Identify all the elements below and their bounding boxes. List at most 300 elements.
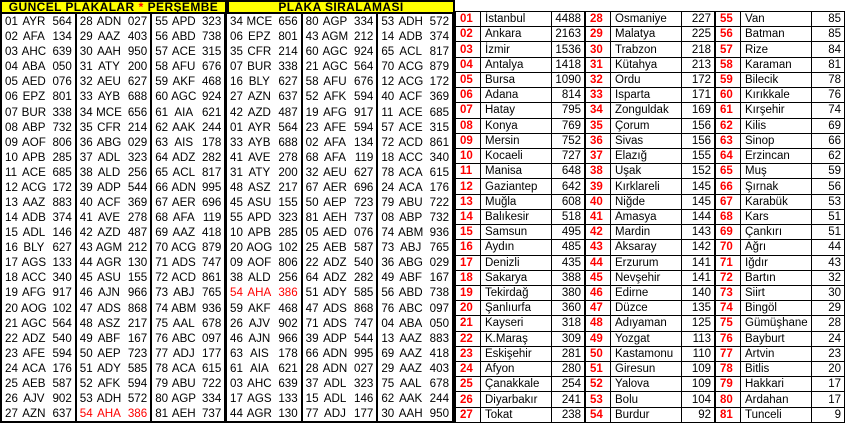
city-count: 81 [812,58,845,72]
city-name: Antalya [481,58,552,72]
plate-province-code: 44 [230,407,243,421]
plate-entry [77,104,150,119]
plate-province-code: 23 [305,120,319,134]
plate-number: 487 [278,105,298,119]
plate-entry [2,270,75,285]
plate-entry [378,391,452,406]
plate-number: 172 [429,75,450,89]
city-count: 642 [552,179,585,193]
city-row [455,347,585,362]
city-row [585,316,715,331]
plate-letters: ACL [172,165,196,179]
city-name: Muş [741,164,812,178]
plate-letters: ACG [171,241,197,255]
plate-province-code: 33 [79,90,93,104]
plate-letters: ACD [398,135,423,149]
city-name: Denizli [481,256,552,270]
plate-number: 369 [127,195,148,209]
plate-province-code: 58 [305,75,319,89]
plate-letters: ADY [97,361,121,375]
plate-number: 323 [278,211,298,225]
plate-entry [303,44,377,59]
city-row [455,362,585,377]
city-count: 435 [552,256,585,270]
plate-letters: ACF [399,90,423,104]
plate-province-code: 57 [381,120,395,134]
plate-number: 200 [127,60,148,74]
city-rank: 35 [585,119,611,133]
city-count: 254 [552,377,585,391]
plate-entry [378,361,452,376]
city-rank: 40 [585,195,611,209]
plate-province-code: 24 [5,361,18,375]
plate-number: 995 [201,180,222,194]
guncel-plakalar-header [0,0,227,14]
plate-letters: ADS [323,301,347,315]
city-rank: 42 [585,225,611,239]
plate-letters: ACA [398,165,423,179]
plate-letters: AGP [171,391,196,405]
plate-letters: ADZ [323,256,347,270]
plate-entry [303,14,377,29]
plate-province-code: 53 [381,15,395,29]
plate-column [378,14,455,421]
plate-province-code: 35 [79,120,93,134]
plate-letters: ADZ [172,150,196,164]
plate-entry [227,104,301,119]
city-row [585,240,715,255]
plate-number: 688 [278,135,298,149]
plate-province-code: 05 [5,75,18,89]
city-name: Eskişehir [481,347,552,361]
plate-province-code: 40 [381,90,395,104]
city-rank: 10 [455,149,481,163]
city-rank: 51 [585,362,611,376]
plate-number: 879 [201,241,222,255]
city-count: 309 [552,332,585,346]
plate-province-code: 75 [381,376,395,390]
plate-province-code: 20 [5,301,18,315]
plate-entry [77,300,150,315]
plate-entry [2,210,75,225]
city-count: 69 [812,119,845,133]
city-count: 769 [552,119,585,133]
city-name: Bitlis [741,362,812,376]
city-rank: 28 [585,12,611,26]
plate-number: 732 [429,211,450,225]
plate-number: 244 [201,120,222,134]
plate-entry [227,285,301,300]
plate-letters: AAZ [399,331,422,345]
plate-number: 130 [127,256,148,270]
plate-number: 723 [354,195,374,209]
city-rank: 76 [715,332,741,346]
plate-number: 285 [278,226,298,240]
plate-letters: AER [323,180,347,194]
plate-entry [227,59,301,74]
plate-number: 801 [52,90,72,104]
plate-number: 217 [127,316,148,330]
city-count: 225 [682,27,715,41]
plate-letters: ABG [398,256,423,270]
plate-letters: BLY [23,241,45,255]
city-name: Hakkari [741,377,812,391]
plate-entry [303,29,377,44]
plate-province-code: 68 [155,211,169,225]
plate-letters: AFK [323,90,347,104]
plate-entry [77,165,150,180]
plate-number: 723 [127,346,148,360]
plate-entry [2,285,75,300]
plate-province-code: 79 [381,195,395,209]
city-rank: 05 [455,73,481,87]
plate-province-code: 27 [5,407,18,421]
plate-number: 639 [52,45,72,59]
plate-province-code: 37 [305,376,319,390]
city-name: Artvin [741,347,812,361]
plate-letters: ACF [97,195,121,209]
plate-entry [303,180,377,195]
city-name: Erzincan [741,149,812,163]
city-row [455,301,585,316]
city-count: 78 [812,73,845,87]
plate-letters: AIA [174,105,194,119]
city-row [585,134,715,149]
plate-letters: AKF [172,75,196,89]
plate-number: 200 [278,165,298,179]
city-count: 23 [812,347,845,361]
plate-number: 403 [429,361,450,375]
plate-province-code: 21 [5,316,18,330]
plate-letters: AED [21,75,46,89]
city-rank: 46 [585,286,611,300]
plate-letters: ADN [322,361,348,375]
city-rank: 20 [455,301,481,315]
plate-number: 544 [354,331,374,345]
plate-number: 130 [278,407,298,421]
plate-province-code: 22 [5,331,18,345]
city-rank: 43 [585,240,611,254]
city-ranking-block [455,11,845,423]
plate-number: 696 [201,195,222,209]
plate-letters: ASU [97,271,121,285]
plate-number: 155 [278,195,298,209]
plate-letters: ADY [323,286,347,300]
plate-province-code: 43 [79,241,93,255]
plate-letters: ACD [171,271,196,285]
city-row [715,58,845,73]
city-rank: 55 [715,12,741,26]
plate-letters: AGP [322,15,348,29]
plate-letters: ADS [171,256,196,270]
plate-letters: ACG [398,75,424,89]
city-name: Mersin [481,134,552,148]
plate-province-code: 06 [5,90,18,104]
plate-entry [227,14,301,29]
city-rank: 81 [715,408,741,422]
city-row [455,164,585,179]
city-name: Bilecik [741,73,812,87]
plate-number: 868 [127,301,148,315]
city-rank: 48 [585,316,611,330]
plate-letters: AOF [247,256,272,270]
city-count: 125 [682,316,715,330]
plate-province-code: 48 [230,180,243,194]
plate-letters: APB [247,226,271,240]
city-row [585,179,715,194]
plate-number: 868 [354,301,374,315]
plate-entry [303,210,377,225]
plate-column [152,14,227,421]
city-count: 156 [682,119,715,133]
plate-entry [2,165,75,180]
guncel-title-day: PERŞEMBE [147,0,219,14]
plate-province-code: 81 [155,407,169,421]
city-row [585,12,715,27]
plate-province-code: 70 [381,60,395,74]
plate-entry [303,391,377,406]
plate-entry [152,59,224,74]
plate-entry [77,29,150,44]
plate-letters: ABU [171,376,196,390]
city-count: 145 [682,179,715,193]
city-count: 172 [682,73,715,87]
plate-province-code: 15 [305,391,319,405]
city-name: Isparta [611,88,682,102]
city-count: 241 [552,392,585,406]
city-count: 17 [812,377,845,391]
plate-province-code: 02 [305,135,319,149]
plate-letters: AFG [323,105,347,119]
plate-province-code: 17 [230,391,243,405]
plate-number: 639 [278,376,298,390]
plate-letters: AIS [249,346,269,360]
plate-letters: ATY [248,165,271,179]
plate-letters: BUR [21,105,47,119]
plate-number: 917 [52,286,72,300]
plate-number: 747 [354,316,374,330]
plate-province-code: 66 [305,346,319,360]
city-rank: 60 [715,88,741,102]
plate-province-code: 69 [381,346,395,360]
plate-province-code: 10 [5,150,18,164]
plate-letters: ADP [323,331,347,345]
plate-number: 917 [354,105,374,119]
plate-entry [77,331,150,346]
plate-number: 178 [278,346,298,360]
city-row [715,12,845,27]
plate-province-code: 41 [230,150,243,164]
city-name: Kars [741,210,812,224]
plate-province-code: 31 [230,165,243,179]
plate-province-code: 72 [155,271,169,285]
city-name: Karabük [741,195,812,209]
plate-number: 594 [354,120,374,134]
plate-letters: AFA [324,150,346,164]
plate-number: 214 [278,45,298,59]
guncel-plakalar-columns [0,14,227,421]
city-name: Kayseri [481,316,552,330]
plate-entry [303,331,377,346]
plate-letters: AHA [97,407,121,421]
plate-number: 587 [354,241,374,255]
title-star-separator: * [138,0,144,14]
plate-entry [227,346,301,361]
plate-letters: AEH [323,211,347,225]
plate-entry [378,104,452,119]
city-row [715,179,845,194]
plate-entry [77,391,150,406]
plate-letters: AGS [21,256,47,270]
plate-province-code: 81 [305,211,319,225]
plate-number: 334 [354,15,374,29]
city-row [585,362,715,377]
plate-letters: ABJ [173,286,195,300]
plate-entry [152,346,224,361]
plate-province-code: 56 [381,286,395,300]
city-row [715,256,845,271]
plate-entry [152,180,224,195]
plate-entry [152,150,224,165]
city-rank: 25 [455,377,481,391]
plate-letters: ADS [97,301,121,315]
plate-province-code: 19 [5,286,18,300]
city-row [455,42,585,57]
city-name: Sakarya [481,271,552,285]
plate-province-code: 54 [79,407,93,421]
plate-entry [2,120,75,135]
plate-province-code: 45 [230,195,243,209]
plate-number: 487 [127,226,148,240]
plate-number: 924 [354,45,374,59]
plate-number: 621 [278,361,298,375]
city-count: 59 [812,164,845,178]
guncel-title-text: GÜNCEL PLAKALAR [8,0,135,14]
city-name: Samsun [481,225,552,239]
city-rank: 45 [585,271,611,285]
city-rank: 37 [585,149,611,163]
plate-province-code: 37 [79,150,93,164]
plate-letters: ACC [398,150,423,164]
plate-number: 146 [52,226,72,240]
plate-number: 966 [127,286,148,300]
plate-letters: ASU [247,195,272,209]
city-row [715,316,845,331]
plate-entry [227,180,301,195]
plate-number: 155 [127,271,148,285]
city-row [455,286,585,301]
city-name: Zonguldak [611,103,682,117]
plate-province-code: 50 [305,195,319,209]
city-name: Nevşehir [611,271,682,285]
plate-entry [303,135,377,150]
city-count: 1418 [552,58,585,72]
city-row [715,119,845,134]
plate-number: 119 [202,211,222,225]
plate-province-code: 52 [79,376,93,390]
city-column [455,11,585,423]
guncel-plakalar-block [0,0,227,423]
city-count: 280 [552,362,585,376]
plate-province-code: 03 [230,376,243,390]
city-name: K.Maraş [481,332,552,346]
plate-entry [378,255,452,270]
plate-letters: ADB [398,30,423,44]
city-name: Osmaniye [611,12,682,26]
city-row [455,27,585,42]
plate-number: 627 [354,165,374,179]
city-rank: 66 [715,179,741,193]
plate-number: 418 [429,346,450,360]
city-name: Giresun [611,362,682,376]
plate-number: 076 [52,75,72,89]
city-row [455,134,585,149]
city-row [455,332,585,347]
plate-letters: AZN [22,407,46,421]
plate-letters: AEU [323,165,347,179]
plate-number: 278 [278,150,298,164]
plate-number: 323 [354,376,374,390]
city-name: Mardin [611,225,682,239]
plate-province-code: 73 [155,286,169,300]
plate-province-code: 22 [305,256,319,270]
plate-province-code: 16 [5,241,18,255]
plate-entry [2,376,75,391]
city-name: Bartın [741,271,812,285]
city-rank: 22 [455,332,481,346]
plate-letters: AEB [323,241,347,255]
plate-number: 738 [201,30,222,44]
city-rank: 12 [455,179,481,193]
siralama-title-text: PLAKA SIRALAMASI [278,0,404,14]
plate-letters: ABA [399,316,423,330]
plate-letters: AVE [97,211,121,225]
plate-letters: AAZ [399,361,422,375]
plate-province-code: 04 [381,316,395,330]
plate-letters: AFA [22,30,45,44]
plate-number: 102 [52,301,72,315]
city-name: Burdur [611,408,682,422]
plate-number: 340 [429,150,450,164]
city-count: 20 [812,362,845,376]
plate-letters: ADZ [323,271,347,285]
plate-letters: AFU [323,75,347,89]
plate-number: 747 [201,256,222,270]
city-count: 318 [552,316,585,330]
city-count: 144 [682,210,715,224]
city-rank: 73 [715,286,741,300]
plate-column [77,14,152,421]
city-name: Çankırı [741,225,812,239]
city-column [715,11,845,423]
city-count: 135 [682,301,715,315]
city-rank: 52 [585,377,611,391]
plate-entry [303,74,377,89]
city-name: Kırklareli [611,179,682,193]
plate-number: 685 [429,105,450,119]
plate-province-code: 28 [79,15,93,29]
city-name: Hatay [481,103,552,117]
plate-entry [152,376,224,391]
city-name: Karaman [741,58,812,72]
plate-letters: ABC [398,301,423,315]
plate-entry [77,135,150,150]
city-column [585,11,715,423]
plate-entry [303,285,377,300]
city-row [455,195,585,210]
plate-number: 995 [354,346,374,360]
city-name: Şanlıurfa [481,301,552,315]
